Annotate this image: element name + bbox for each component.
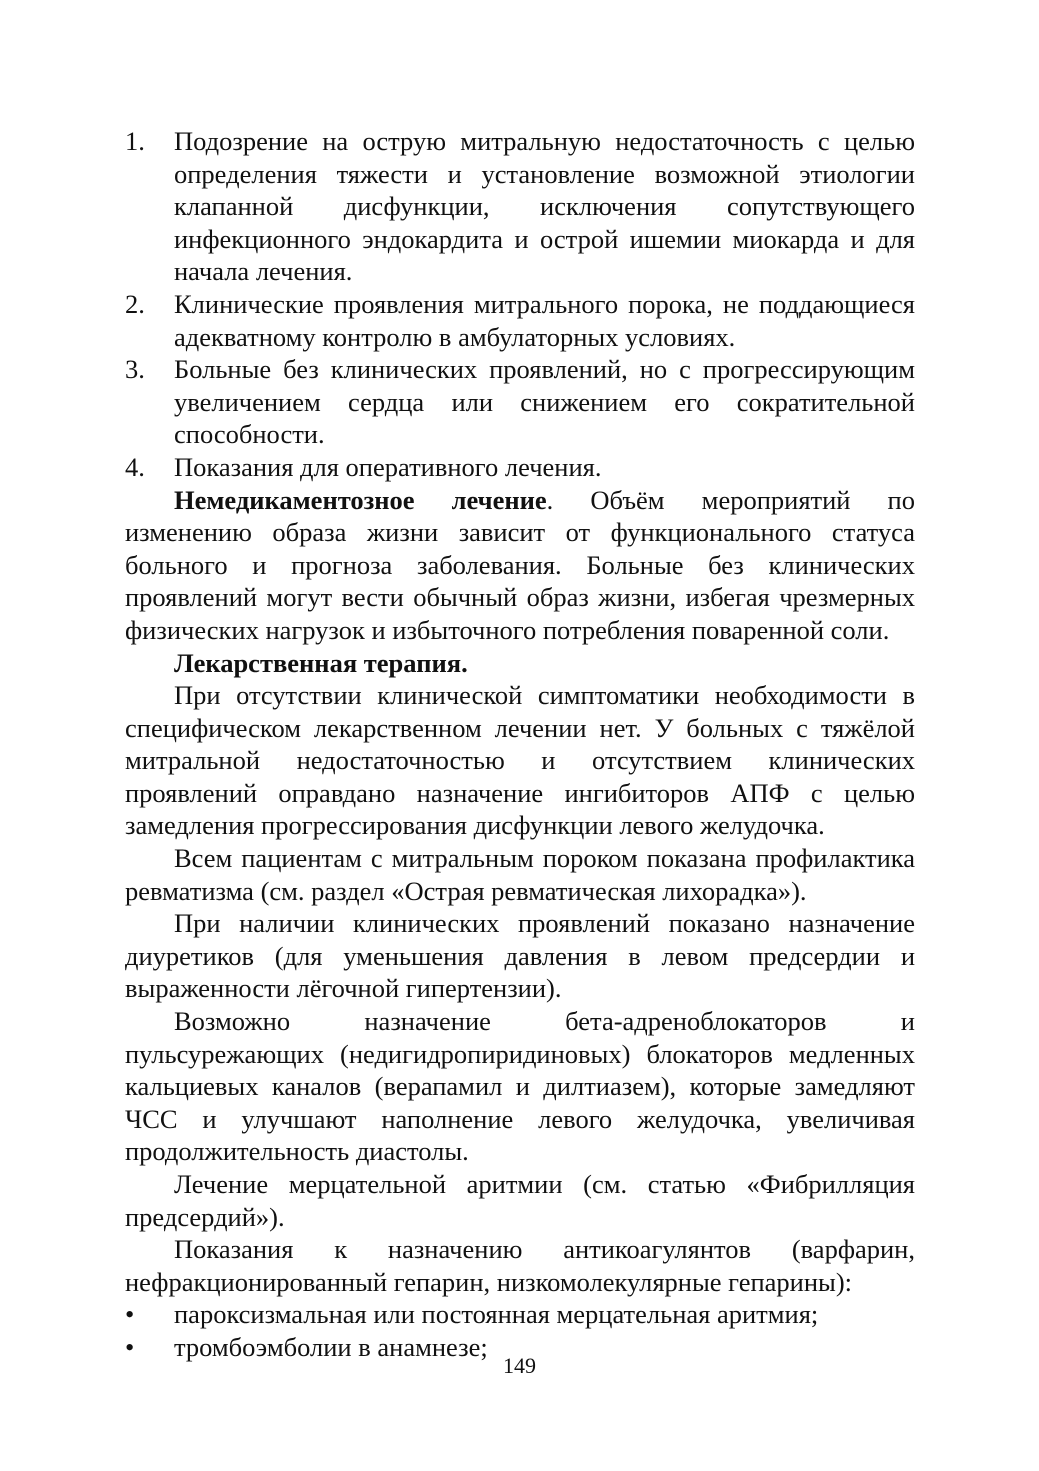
list-marker: 1. xyxy=(125,126,145,156)
paragraph: Возможно назначение бета-адреноблокаторов и пульсурежающих (недигидропиридиновых) блокаторов медленных кальциевых каналов (верапамил и дилтиазем), которые замедляют ЧСС и улучшают наполнение левого желудочка, увеличивая продолжительность диастолы. xyxy=(125,1006,915,1167)
bullet-marker: • xyxy=(125,1299,135,1330)
list-item-text: Показания для оперативного лечения. xyxy=(174,451,602,482)
bullet-item-text: тромбоэмболии в анамнезе; xyxy=(174,1331,488,1362)
page-number: 149 xyxy=(503,1353,536,1378)
nondrug-title: Немедикаментозное лечение xyxy=(174,484,547,515)
paragraph: Показания к назначению антикоагулянтов (варфарин, нефракционированный гепарин, низкомолекулярные гепарины): xyxy=(125,1234,915,1297)
drug-therapy-heading: Лекарственная терапия. xyxy=(174,647,468,678)
list-marker: 4. xyxy=(125,451,145,482)
paragraph: Всем пациентам с митральным пороком показана профилактика ревматизма (см. раздел «Острая ревматическая лихорадка»). xyxy=(125,843,915,906)
nondrug-paragraph xyxy=(125,484,915,647)
page-body xyxy=(125,125,915,1364)
bullet-marker: • xyxy=(125,1331,135,1362)
paragraph: Лечение мерцательной аритмии (см. статью «Фибрилляция предсердий»). xyxy=(125,1169,915,1232)
numbered-list-item xyxy=(125,288,915,353)
paragraph: При наличии клинических проявлений показано назначение диуретиков (для уменьшения давления в левом предсердии и выраженности лёгочной гипертензии). xyxy=(125,908,915,1004)
list-item-text: Клинические проявления митрального порока, не поддающиеся адекватному контролю в амбулаторных условиях. xyxy=(174,288,915,352)
numbered-list-item xyxy=(125,451,915,484)
numbered-list-item xyxy=(125,353,915,451)
nondrug-text: . Объём мероприятий по изменению образа жизни зависит от функционального статуса больного и прогноза заболевания. Больные без клинических проявлений могут вести обычный образ жизни, избегая чрезмерных физических нагрузок и избыточного потребления поваренной соли. xyxy=(125,484,915,645)
list-marker: 2. xyxy=(125,288,145,319)
numbered-list-item xyxy=(125,125,915,288)
list-item-text: Больные без клинических проявлений, но с прогрессирующим увеличением сердца или снижением его сократительной способности. xyxy=(174,354,915,450)
bullet-list-item xyxy=(125,1298,915,1331)
list-item-text: Подозрение на острую митральную недостаточность с целью определения тяжести и установление возможной этиологии клапанной дисфункции, исключения сопутствующего инфекционного эндокардита и острой ишемии миокарда и для начала лечения. xyxy=(174,126,915,287)
bullet-item-text: пароксизмальная или постоянная мерцательная аритмия; xyxy=(174,1299,819,1330)
list-marker: 3. xyxy=(125,354,145,385)
paragraph: При отсутствии клинической симптоматики необходимости в специфическом лекарственном лечении нет. У больных с тяжёлой митральной недостаточностью и отсутствием клинических проявлений оправдано назначение ингибиторов АПФ с целью замедления прогрессирования дисфункции левого желудочка. xyxy=(125,680,915,841)
